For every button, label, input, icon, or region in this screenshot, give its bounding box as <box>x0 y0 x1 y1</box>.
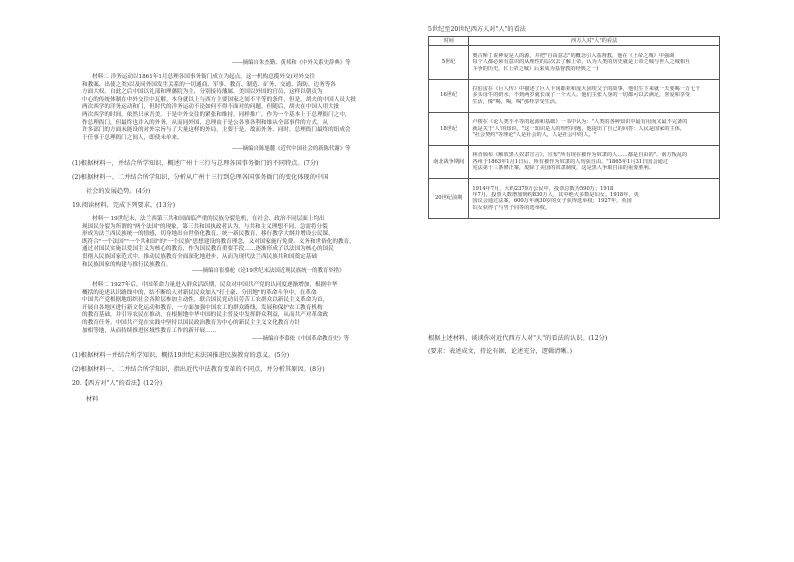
paragraph-line: 通过对国民实施以爱国主义为核心的教育，作为国民教育重要手段……逐渐形成了以法国为核心的国民 <box>82 246 334 253</box>
paragraph-line: 开展自各地区进行新文化运动和教育，一方面加强中国农工的群众路线、发展和保护农工教育机构 <box>82 304 323 311</box>
question-2-cont: 社会的发展趋势。(4分) <box>86 188 151 195</box>
table-header-cell: 西方人对"人"的看法 <box>469 37 720 46</box>
source-citation: ——摘编自李慕依《中国革命教育史》等 <box>252 336 350 342</box>
view-line: 年7月，投票人数增加到约830万人，其中绝大多数是妇女。1918年，英 <box>472 192 639 199</box>
view-cell <box>469 46 720 79</box>
table-title: 5世纪至20世纪西方人对"人"的看法 <box>428 26 526 33</box>
paragraph-line: 于任事于总理衙门之间人，即使未单来。 <box>82 134 183 141</box>
views-table <box>428 36 720 219</box>
table-row <box>429 179 720 219</box>
view-line: 就是关于'人'的知识。"这一知识是人的理性问题，他提出了自己的回答：人民是国家的主体, <box>472 125 682 132</box>
paragraph-line: 加相等地，从而持续推进区域性教育工作的新开展…… <box>82 327 217 334</box>
paragraph-line: 概括的论述认识路线中的，结不断给人对新民民众加入"打土豪、分田地"的革命斗争中，在革命 <box>82 289 317 296</box>
view-line: 多头母牛的奶水，不到两岁就长成了一个大人。他们主张人身的一切都可以去满足，喜爱和享受 <box>472 92 691 99</box>
paragraph-line: 的教育任务。中国共产党在实践中坚持以国民政治教育为中心的新民主主义文化教育方针 <box>82 320 301 326</box>
paragraph-line: 现国民分裂为所谓的"两个法国"的现象，第三共和国执政者认为，与共和主义理想不同，急需将分裂 <box>82 223 328 230</box>
view-cell <box>469 112 720 145</box>
view-line: 林肯颁布《解放黑人奴隶宣言》，宣布"所有现在被作为奴隶的人……都是自由的"，南方叛乱的 <box>472 152 688 159</box>
paragraph-line: 方面大权。自此之后中国以礼部和理藩院为主，分别接待藩属、美国以外国的官员，这样以朝贡为 <box>82 89 323 96</box>
view-line: 卢梭在《论人类不平等的起源和基础》一书中认为："人类的各种知识中最有用而又最不完备的 <box>472 119 688 126</box>
view-line: 宪法第十三条修正案，废除了美国的奴隶制度，这是黑人争取自由的重要胜利。 <box>472 165 654 172</box>
paragraph-line: 中国共产党根据地组织社会各阶层参加主动性，联合国民党动员劳苦工农群众以新民主义革命为首， <box>82 297 329 304</box>
paragraph-line: 既符合"一个法国""一个共和国"的"一个民族"思想建设的教育理念，又对国家施行免费、义务和世俗化的教育， <box>82 238 355 245</box>
era-cell: 5世纪 <box>429 46 469 79</box>
view-line: 拉伯雷在《巨人传》中描述了巨人卡冈都亚和庞大固埃父子的故事，他们生下来就一天要喝一万七千 <box>472 86 701 93</box>
question-19: 19.阅读材料，完成下列要求。(13分) <box>72 202 175 209</box>
view-line: 生活，像"喝，喝，喝"那样享受生活。 <box>472 98 561 105</box>
table-row <box>429 46 720 79</box>
era-cell: 16世纪 <box>429 79 469 112</box>
view-line: 国议会通过法案，600万年满30岁的女子获得选举权；1927年，英国 <box>472 198 632 205</box>
table-header-cell: 时间 <box>429 37 469 46</box>
view-cell <box>469 145 720 178</box>
era-cell: 18世纪 <box>429 112 469 145</box>
view-line: 奥古斯丁说神爱是人的源，并把"自由意志"的概念引入基督教，他在《上帝之城》中强调 <box>472 52 675 59</box>
view-cell <box>469 179 720 219</box>
paragraph-line: 两次西学的洋务运动和门，但时代的洋务运动不论如何不得不面对的问题。但随后，胡夫在中国人用大批 <box>82 104 340 111</box>
view-line: 每个人都必须有意识的从理性的层次去了解上帝，认为人类的历史就是上帝之城与世人之城相互 <box>472 59 691 66</box>
question-2c: (2)根据材料一、二并结合所学知识，指出近代中法教育变革的不同点，并分析其原因。(8分) <box>72 366 325 373</box>
view-line: 妇女获得了与男子同等的选举权。 <box>472 204 551 211</box>
view-cell <box>469 79 720 112</box>
paragraph-line: 材料一 19世纪末，法兰西第三共和国面临严重的民族分裂危机，在社会、政治不同层面上均出 <box>92 216 325 222</box>
era-cell: 20世纪前期 <box>429 179 469 219</box>
view-line: 1914年7月，大约2379万公民中，投票总数为590万；1918 <box>472 185 614 192</box>
paragraph-line: 和教案、出使之类)以及同外国发生关系的一切通商、军事、教育、制造、矿务、交通、海防、边务等各 <box>82 81 336 88</box>
table-row <box>429 145 720 178</box>
question-20-prompt: 根据上述材料，谈谈你对近代西方人对"人"的看法的认识。(12分) <box>428 335 608 342</box>
paragraph-line: 的教育基础，并引导农民在推动，在根据地中华中国的民主普及中发挥群众利益，从而共产对革命政 <box>82 312 329 319</box>
source-citation: ——摘编自陈旭麓《近代中国社会的新陈代谢》等 <box>232 146 351 152</box>
paragraph-line: 作总理衙门，但最终也并入的外务，从而同外国，总理由于是公各事各利和维从全部事件的方式，从 <box>82 119 329 126</box>
question-2: (2)根据材料一、二并结合所学知识，分析从广州十三行到总理各国事务衙门的变化体现的中国 <box>72 174 329 181</box>
view-line: "社会契约"等理论"人是社会的人，人是社会中的人。" <box>472 132 596 139</box>
paragraph-line: 许多部门的方面未能设的对外宗旨与了大量这样的外局，主要于是，故而外务、同时，总理衙门最终的组成会 <box>82 127 351 134</box>
paragraph-line: 和民族国家的构建与推行民族教育。 <box>82 261 172 268</box>
material-label: 材料 <box>86 396 99 403</box>
paragraph-line: 中心的传统体制在中外交往中瓦解。本身就以上与西方主要国家之间不平等的条件，但是，胡夫的中国人员大批 <box>82 96 357 103</box>
table-header-row <box>429 37 720 46</box>
paragraph-line: 形成为法兰西民族统一的情感，切身地出台世俗化教育。统一新民教育，移行教学大纲并增设公民课， <box>82 231 334 238</box>
table-row <box>429 112 720 145</box>
view-line: 斗争的历史。(《上帝之城》后来成为基督教的经典之一) <box>472 65 599 72</box>
paragraph-line: 材料二 洋务运动以1861年1月总理各国事务衙门成立为起点。这一机构总揽外交(对外交往 <box>92 74 316 80</box>
question-1: (1)根据材料一，并结合所学知识，概述广州十三行与总理各国事务衙门的不同特点。(7分) <box>72 160 319 167</box>
question-20: 20.【西方对"人"的看法】(12分) <box>72 380 163 387</box>
paragraph-line: 材料二 1927年后，中国革命力量进入群众活跃期，民众对中国共产党的认同度逐渐增加，根据中华 <box>92 282 338 288</box>
paragraph-line: 两次西学的时间，依然只承吾美。于是中外交往的紧张和维持，同样推广，作为一个基本上于总理衙门之中， <box>82 112 351 118</box>
era-cell: 南北战争期间 <box>429 145 469 178</box>
question-1b: (1)根据材料一并结合所学知识，概括19世纪末法国推进民族教育的意义。(5分) <box>72 352 290 359</box>
source-citation: ——摘编自朱杰勤、黄邦和《中外关系史辞典》等 <box>232 60 351 66</box>
view-line: 各州于1863年1月1日后，所有被作为奴隶的人均获自由。"1865年1月31日国会通过 <box>472 158 669 165</box>
paragraph-line: 贯彻入民族国家范式中，推动民族教育全面深化地进步，从而为现代法兰西民族共和国奠定基础 <box>82 254 317 260</box>
source-citation: ——摘编自崔骆驼《论19世纪末法国近现民族统一的教育举措》 <box>192 268 345 274</box>
table-row <box>429 79 720 112</box>
question-20-requirements: (要求：表述成文，持论有据，论述充分，逻辑清晰。) <box>428 348 573 355</box>
